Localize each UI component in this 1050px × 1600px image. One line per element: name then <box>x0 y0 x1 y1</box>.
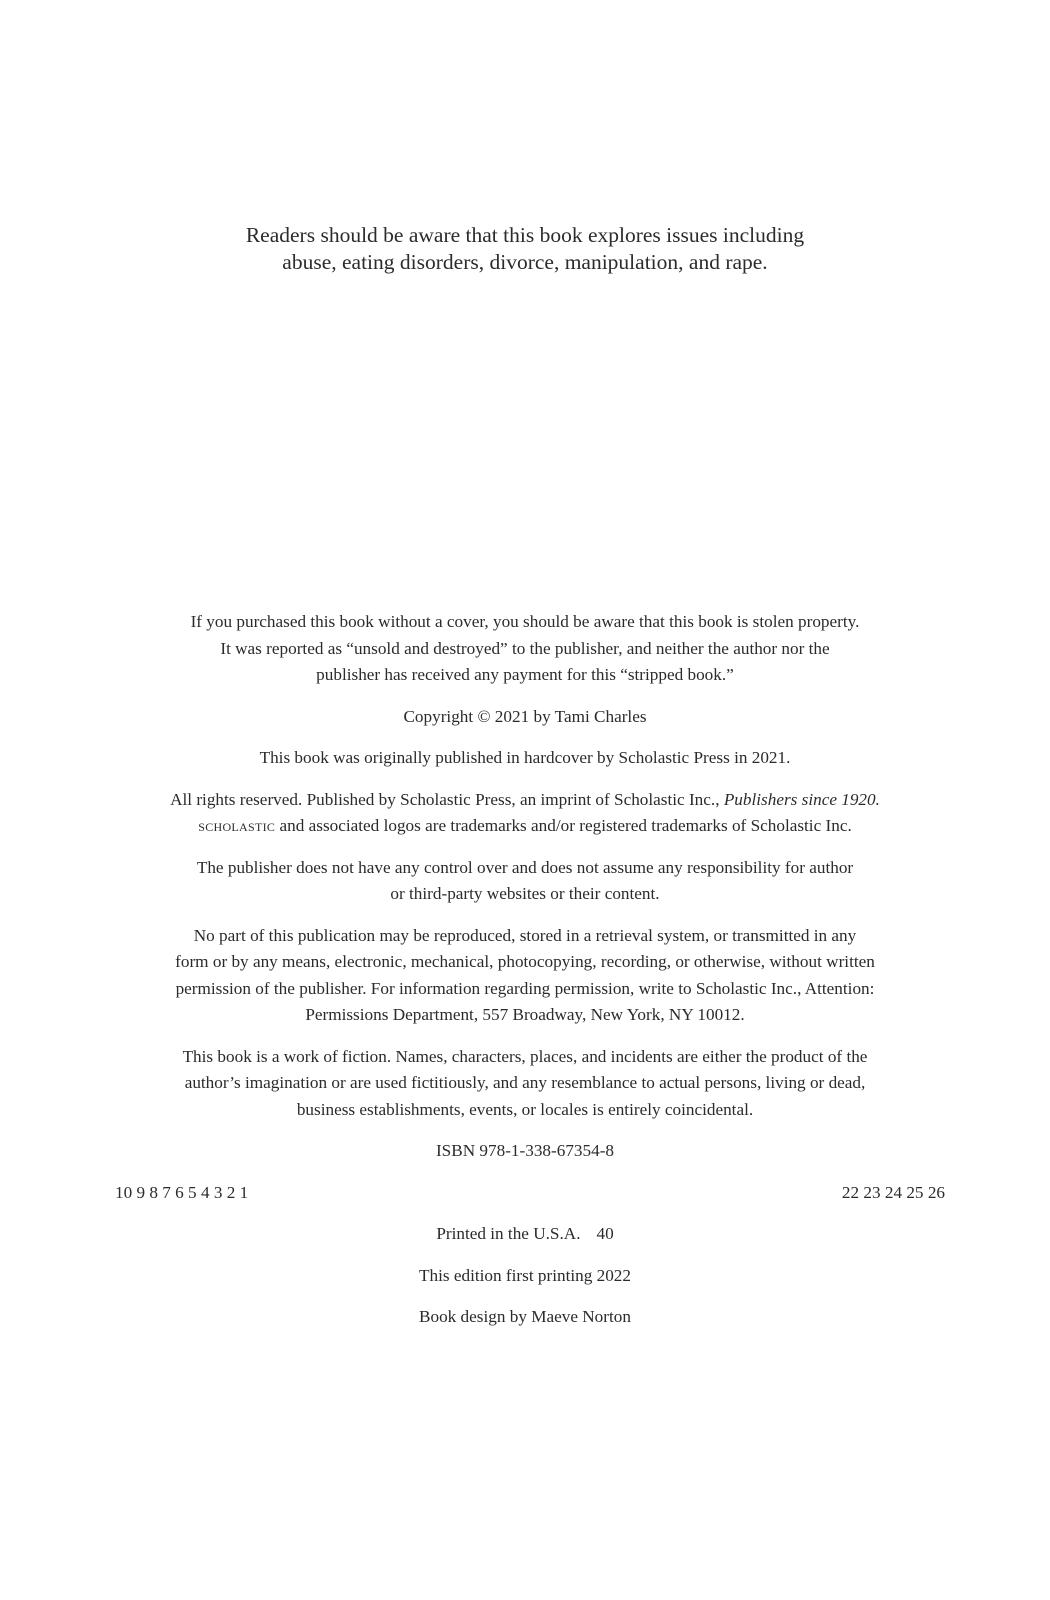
fiction-line: business establishments, events, or locales is entirely coincidental. <box>296 1099 754 1119</box>
stripped-notice-line: If you purchased this book without a cover, you should be aware that this book is stolen property. <box>190 612 860 631</box>
print-run-numbers: 10 9 8 7 6 5 4 3 2 1 <box>115 1182 249 1202</box>
design-credit: Book design by Maeve Norton <box>419 1307 631 1326</box>
reproduction-line: permission of the publisher. For information regarding permission, write to Scholastic Inc., Attention: <box>175 978 875 998</box>
content-warning-line: abuse, eating disorders, divorce, manipulation, and rape. <box>282 250 768 274</box>
legal-notices <box>105 609 945 1346</box>
rights-reserved-notice <box>105 787 945 840</box>
scholastic-trademark-word: scholastic <box>198 816 276 835</box>
original-publication-note: This book was originally published in hardcover by Scholastic Press in 2021. <box>259 748 791 767</box>
print-year-numbers: 22 23 24 25 26 <box>841 1182 945 1202</box>
stripped-book-notice <box>105 609 945 689</box>
third-party-line: The publisher does not have any control over and does not assume any responsibility for author <box>196 857 854 877</box>
reproduction-line: form or by any means, electronic, mechanical, photocopying, recording, or otherwise, without written <box>175 952 875 971</box>
fiction-disclaimer <box>105 1044 945 1124</box>
edition-line: This edition first printing 2022 <box>419 1265 631 1285</box>
printer-code: 40 <box>596 1224 614 1243</box>
third-party-line: or third-party websites or their content. <box>390 884 660 903</box>
reproduction-line: Permissions Department, 557 Broadway, New York, NY 10012. <box>305 1005 745 1024</box>
printed-in-line <box>105 1221 945 1248</box>
printed-in-text: Printed in the U.S.A. <box>436 1224 581 1243</box>
reproduction-line: No part of this publication may be reproduced, stored in a retrieval system, or transmitted in any <box>193 925 857 945</box>
rights-line-text: All rights reserved. Published by Scholastic Press, an imprint of Scholastic Inc., <box>170 789 724 809</box>
reproduction-notice <box>105 923 945 1029</box>
stripped-notice-line: publisher has received any payment for this “stripped book.” <box>316 665 734 684</box>
fiction-line: author’s imagination or are used fictitiously, and any resemblance to actual persons, living or dead, <box>184 1073 866 1092</box>
print-line <box>105 1180 945 1207</box>
trademark-line-text: and associated logos are trademarks and/or registered trademarks of Scholastic Inc. <box>275 816 852 835</box>
publishers-since-text: Publishers since 1920. <box>723 789 880 809</box>
stripped-notice-line: It was reported as “unsold and destroyed” to the publisher, and neither the author nor the <box>220 638 830 658</box>
content-warning <box>0 222 1050 276</box>
content-warning-line: Readers should be aware that this book explores issues including <box>245 223 805 247</box>
copyright-line: Copyright © 2021 by Tami Charles <box>403 706 647 726</box>
fiction-line: This book is a work of fiction. Names, characters, places, and incidents are either the product of the <box>182 1046 868 1066</box>
third-party-disclaimer <box>105 855 945 908</box>
isbn: ISBN 978-1-338-67354-8 <box>435 1141 615 1160</box>
